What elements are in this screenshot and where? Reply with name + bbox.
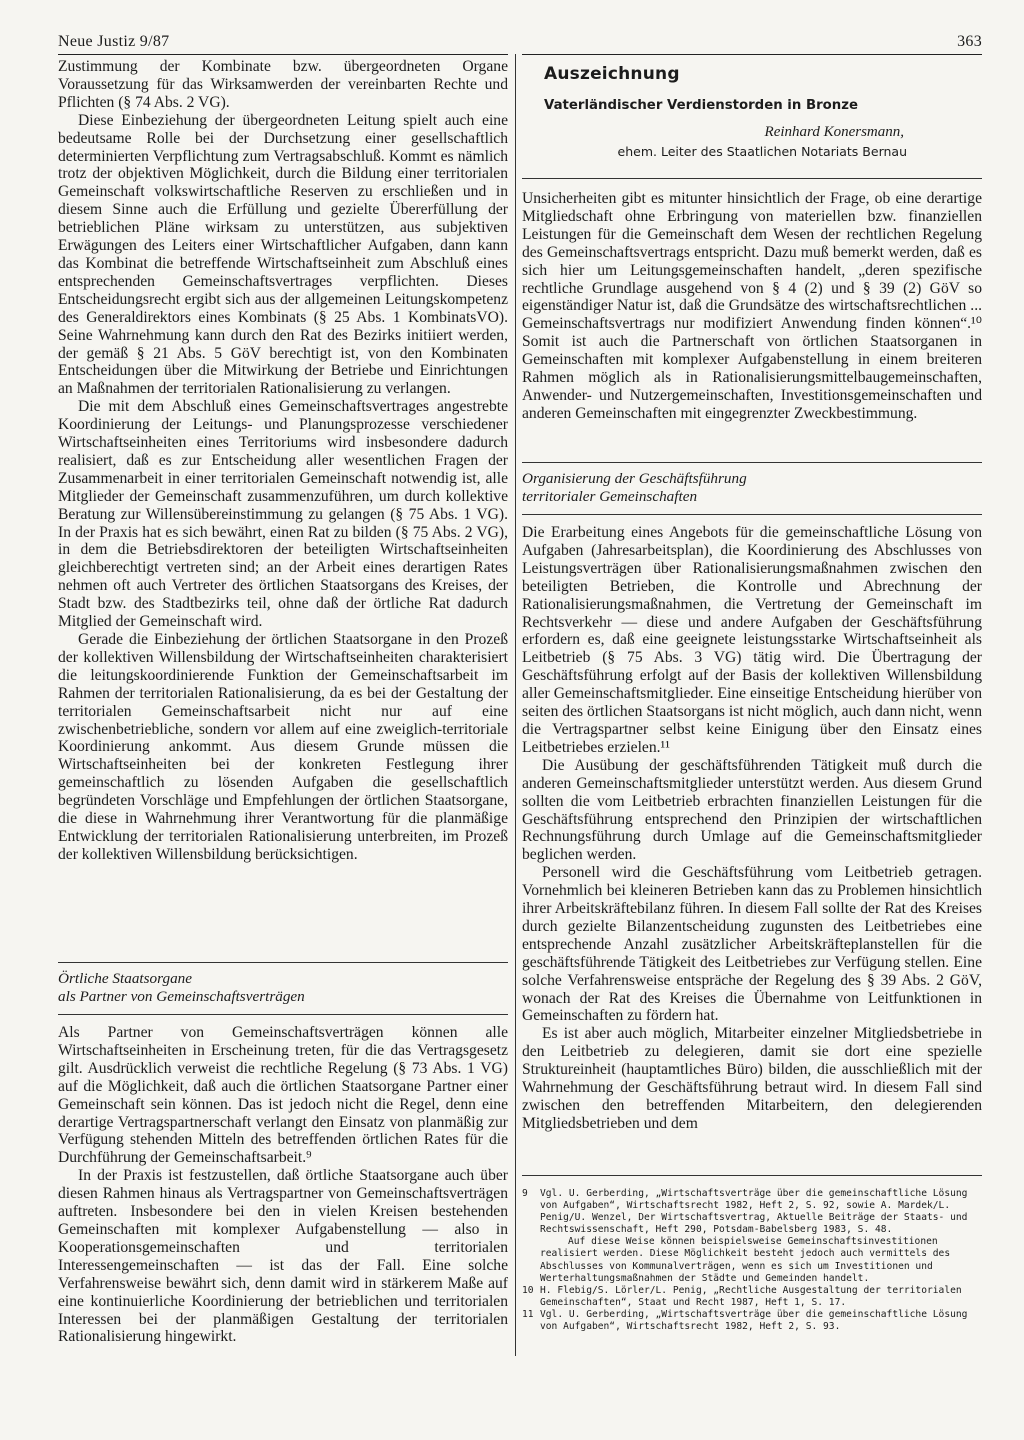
section-rule [58,1014,508,1015]
column-divider [515,54,516,1356]
heading-line: Örtliche Staatsorgane [58,970,193,987]
paragraph: Diese Einbeziehung der übergeordneten Leitung spielt auch eine bedeutsame Rolle bei der Durchsetzung einer gesellschaftlich determinierten Verpflichtung zum Vertragsabschluß. Kommt es nämlich trotz der objektiven Möglichkeit, durch die Bildung einer territorialen Gemeinschaft volkswirtschaftliche Reserven zu erschließen und in diesem Sinne auch die Erfüllung und gezielte Übererfüllung der betrieblichen Pläne wirksam zu unterstützen, aus subjektiven Erwägungen des Leiters einer Wirtschaftlicher Aufgaben, dann kann das Kombinat die betreffende Wirtschaftseinheit zum Abschluß eines entsprechenden Gemeinschaftsvertrages verpflichten. Dieses Entscheidungsrecht ergibt sich aus der allgemeinen Leitungskompetenz des Generaldirektors eines Kombinats (§ 25 Abs. 1 KombinatsVO). Seine Wahrnehmung kann durch den Rat des Bezirks initiiert werden, der gemäß § 21 Abs. 5 GöV berechtigt ist, von den Kombinaten Entscheidungen über die Mitwirkung der Betriebe und Einrichtungen an Maßnahmen der territorialen Rationalisierung zu verlangen. [58,111,508,398]
paragraph: Unsicherheiten gibt es mitunter hinsichtlich der Frage, ob eine derartige Mitgliedschaft ohne Erbringung von materiellen bzw. finanziellen Leistungen für die Gemeinschaft dem Wesen der rechtlichen Regelung des Gemeinschaftsvertrags entspricht. Dazu muß bemerkt werden, daß es sich hier um Leitungsgemeinschaften handelt, „deren spezifische rechtliche Grundlage ausgehend von § 4 (2) und § 39 (2) GöV so eigenständiger Natur ist, daß die Grundsätze des wirtschaftsrechtlichen ... Gemeinschaftsvertrags nur modifiziert Anwendung finden können“.¹⁰ Somit ist auch die Partnerschaft von örtlichen Staatsorganen in Gemeinschaften mit komplexer Aufgabenstellung in einem breiteren Rahmen möglich als in Rationalisierungsmittelbaugemeinschaften, Anwender- und Nutzergemeinschaften, Investitionsgemeinschaften und anderen Gemeinschaften mit eingegrenzter Zweckbestimmung. [522,190,982,422]
footnote-number: 11 [522,1308,534,1320]
page-number: 363 [957,33,982,50]
footnote-text: Vgl. U. Gerberding, „Wirtschaftsverträge über die gemeinschaftliche Lösung von Aufgaben“, Wirtschaftsrecht 1982, Heft 2, S. 93. [540,1308,968,1333]
footnote [522,1309,982,1333]
award-recipient: Reinhard Konersmann, [764,124,904,140]
award-order: Vaterländischer Verdienstorden in Bronze [544,98,859,113]
award-bottom-rule [522,178,982,179]
footnote-text: H. Flebig/S. Lörler/L. Penig, „Rechtliche Ausgestaltung der territorialen Gemeinschaften“, Staat und Recht 1987, Heft 1, S. 17. [540,1284,962,1308]
award-recipient-role: ehem. Leiter des Staatlichen Notariats Bernau [617,144,907,159]
section-rule [522,514,982,515]
award-title: Auszeichnung [544,64,680,84]
paragraph: Es ist aber auch möglich, Mitarbeiter einzelner Mitgliedsbetriebe in den Leitbetrieb zu delegieren, damit sie dort eine spezielle Struktureinheit (hauptamtliches Büro) bilden, die ausschließlich mit der Wahrnehmung der Geschäftsführung betraut wird. In diesem Fall sind zwischen den betreffenden Mitarbeitern, den delegierenden Mitgliedsbetrieben und dem [522,1025,982,1132]
section-heading-management [522,470,747,506]
paragraph: Die mit dem Abschluß eines Gemeinschaftsvertrages angestrebte Koordinierung der Leitungs- und Planungsprozesse verschiedener Wirtschaftseinheiten eines Territoriums wird insbesondere dadurch realisiert, daß es zur Entscheidung aller wesentlichen Fragen der Zusammenarbeit in einer territorialen Gemeinschaft notwendig ist, alle Mitglieder der Gemeinschaft zusammenzuführen, um durch kollektive Beratung zur Willensübereinstimmung zu gelangen (§ 75 Abs. 1 VG). In der Praxis hat es sich bewährt, einen Rat zu bilden (§ 75 Abs. 2 VG), in dem die Betriebsdirektoren der beteiligten Wirtschaftseinheiten gleichberechtigt vertreten sind; an der Arbeit eines derartigen Rates nehmen oft auch Vertreter des örtlichen Staatsorgans des Kreises, der Stadt bzw. des Stadtbezirks teil, ohne daß der örtliche Rat dadurch Mitglied der Gemeinschaft wird. [58,398,508,631]
header-rule-right [522,54,982,55]
footnote-rule [522,1175,982,1176]
section-rule [58,962,508,963]
paragraph: Die Erarbeitung eines Angebots für die gemeinschaftliche Lösung von Aufgaben (Jahresarbeitsplan), die Koordinierung des Abschlusses von Leistungsverträgen über Rationalisierungsmaßnahmen zwischen den beteiligten Betrieben, die Kontrolle und Abrechnung der Rationalisierungsmaßnahmen, die Vertretung der Gemeinschaft im Rechtsverkehr — diese und andere Aufgaben der Geschäftsführung erfordern es, daß eine geeignete leistungsstarke Wirtschaftseinheit als Leitbetrieb (§ 75 Abs. 3 VG) tätig wird. Die Übertragung der Geschäftsführung erfolgt auf der Basis der kollektiven Willensbildung aller Gemeinschaftsmitglieder. Eine einseitige Entscheidung hierüber von seiten des örtlichen Staatsorgans ist nicht möglich, auch dann nicht, wenn die Vertragspartner selbst keine Einigung über den Einsatz eines Leitbetriebes erzielen.¹¹ [522,524,982,756]
header-rule-left [58,54,508,55]
paragraph: Zustimmung der Kombinate bzw. übergeordneten Organe Voraussetzung für das Wirksamwerden der vereinbarten Rechte und Pflichten (§ 74 Abs. 2 VG). [58,58,508,111]
footnotes [522,1188,982,1333]
right-column-text-2 [522,524,982,1133]
footnote [522,1285,982,1309]
footnote-number: 9 [522,1188,528,1199]
paragraph: Personell wird die Geschäftsführung vom Leitbetrieb getragen. Vornehmlich bei kleineren Betrieben kann das zu Problemen hinsichtlich ihrer Arbeitskräftebilanz führen. In diesem Fall sollte der Rat des Kreises durch gezielte Bilanzentscheidung zugunsten des Leitbetriebes eine entsprechende Anzahl zusätzlicher Arbeitskräfteplanstellen für die geschäftsführende Tätigkeit des Leitbetriebes zur Verfügung stellen. Eine solche Verfahrensweise entspräche der Regelung des § 39 Abs. 2 GöV, wonach der Rat des Kreises die Übernahme von Leitfunktionen in Gemeinschaften zu fördern hat. [522,864,982,1025]
section-rule [522,462,982,463]
footnote-text: Auf diese Weise können beispielsweise Gemeinschaftsinvestitionen realisiert werden. Diese Möglichkeit besteht jedoch auch vermittels des Abschlusses von Kommunalverträgen, wenn es sich um Investitionen und Werterhaltungsmaßnahmen der Städte und Gemeinden handelt. [540,1236,951,1284]
paragraph: Gerade die Einbeziehung der örtlichen Staatsorgane in den Prozeß der kollektiven Willensbildung der Wirtschaftseinheiten charakterisiert die leitungskoordinierende Funktion der Gemeinschaftsarbeit im Rahmen der territorialen Rationalisierung, da es bei der Gestaltung der territorialen Gemeinschaftsarbeit nicht nur auf eine zwischenbetriebliche, sondern vor allem auf eine zweiglich-territoriale Koordinierung ankommt. Aus diesem Grunde müssen die Wirtschaftseinheiten bei der konkreten Festlegung ihrer gemeinschaftlich zu lösenden Aufgaben die gesellschaftlich begründeten Vorschläge und Empfehlungen der örtlichen Staatsorgane, die diese in Wahrnehmung ihrer Verantwortung für die planmäßige Entwicklung der territorialen Rationalisierung unterbreiten, im Prozeß der kollektiven Willensbildung berücksichtigen. [58,631,508,863]
paragraph: In der Praxis ist festzustellen, daß örtliche Staatsorgane auch über diesen Rahmen hinaus als Vertragspartner von Gemeinschaftsverträgen auftreten. Insbesondere bei den in vielen Kreisen bestehenden Gemeinschaften mit komplexer Aufgabenstellung — also in Kooperationsgemeinschaften und territorialen Interessengemeinschaften — ist das der Fall. Eine solche Verfahrensweise bewährt sich, denn damit wird in stärkerem Maße auf eine kontinuierliche Koordinierung der betrieblichen und territorialen Interessen bei der planmäßigen Gestaltung der territorialen Rationalisierung hingewirkt. [58,1167,508,1346]
section-heading-local-organs [58,970,305,1006]
left-column-text [58,58,508,864]
heading-line: als Partner von Gemeinschaftsverträgen [58,988,305,1005]
running-header [58,33,982,55]
heading-line: territorialer Gemeinschaften [522,488,698,505]
left-column-text-2 [58,1024,508,1346]
paragraph: Die Ausübung der geschäftsführenden Tätigkeit muß durch die anderen Gemeinschaftsmitglieder unterstützt werden. Aus diesem Grund sollten die vom Leitbetrieb erbrachten finanziellen Leistungen für die Geschäftsführung entsprechend den Prinzipien der wirtschaftlichen Rechnungsführung durch Umlage auf die Gemeinschaftsmitglieder beglichen werden. [522,756,982,864]
paragraph: Als Partner von Gemeinschaftsverträgen können alle Wirtschaftseinheiten in Erscheinung treten, für die das Vertragsgesetz gilt. Ausdrücklich verweist die rechtliche Regelung (§ 73 Abs. 1 VG) auf die Möglichkeit, daß auch die örtlichen Staatsorgane Partner einer Gemeinschaft sein können. Das ist jedoch nicht die Regel, denn eine derartige Vertragspartnerschaft verlangt den Einsatz von planmäßig zur Verfügung stehenden Mitteln des betreffenden örtlichen Rates für die Durchführung der Gemeinschaftsarbeit.⁹ [58,1024,508,1167]
right-column-text [522,190,982,423]
heading-line: Organisierung der Geschäftsführung [522,470,747,487]
journal-issue: Neue Justiz 9/87 [58,33,170,50]
footnote-continuation [522,1236,982,1284]
footnote [522,1188,982,1236]
footnote-number: 10 [522,1284,534,1296]
award-notice [522,58,982,178]
footnote-text: Vgl. U. Gerberding, „Wirtschaftsverträge über die gemeinschaftliche Lösung von Aufgaben“, Wirtschaftsrecht 1982, Heft 2, S. 92, sowie A. Mardek/L. Penig/U. Wenzel, Der Wirtschaftsvertrag, Aktuelle Beiträge der Staats- und Rechtswissenschaft, Heft 290, Potsdam-Babelsberg 1983, S. 48. [540,1188,968,1236]
